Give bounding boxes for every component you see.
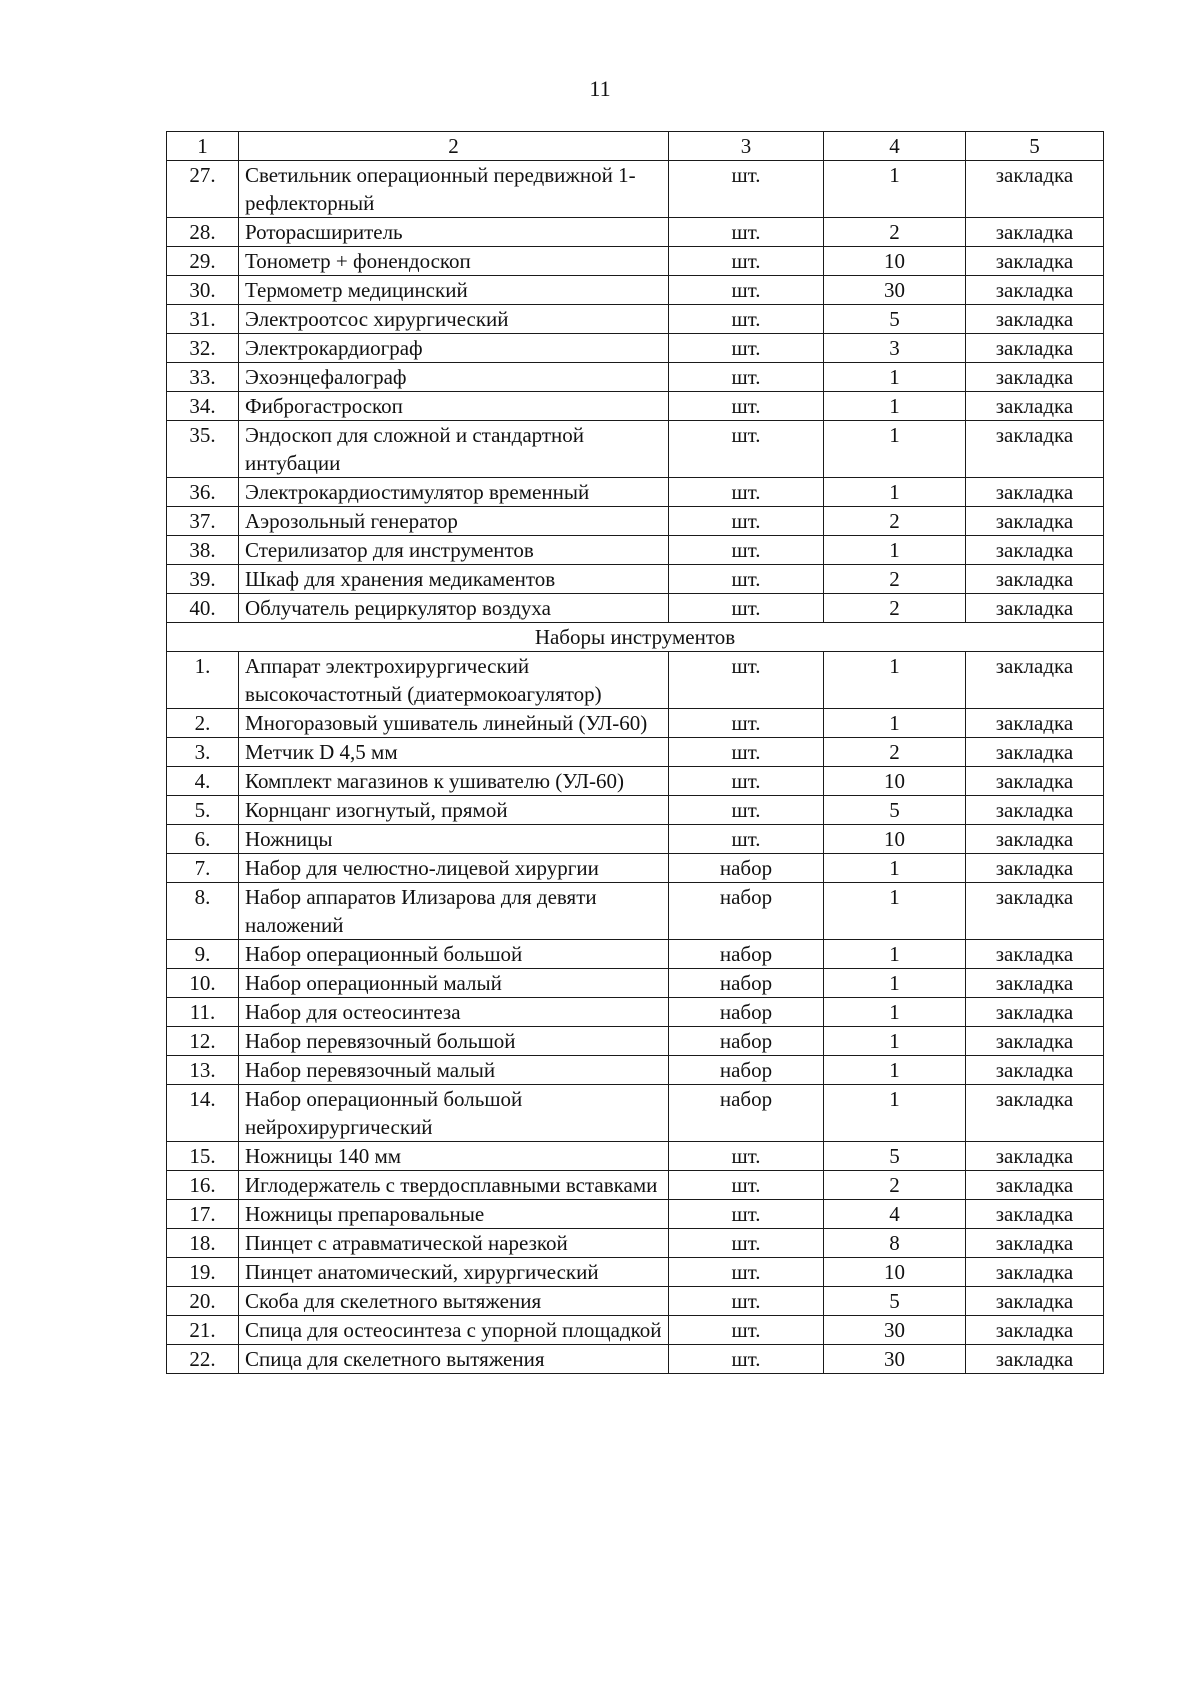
row-number: 13. [167,1056,239,1085]
item-name: Набор аппаратов Илизарова для девяти наложений [239,883,669,940]
row-number: 33. [167,363,239,392]
item-name: Светильник операционный передвижной 1-рефлекторный [239,161,669,218]
item-name: Набор перевязочный малый [239,1056,669,1085]
row-number: 14. [167,1085,239,1142]
item-quantity: 1 [824,161,966,218]
table-row [167,1345,1104,1374]
column-header: 2 [239,132,669,161]
row-number: 3. [167,738,239,767]
table-row [167,305,1104,334]
item-unit: набор [669,854,824,883]
column-header: 4 [824,132,966,161]
item-name: Термометр медицинский [239,276,669,305]
table-row [167,334,1104,363]
row-number: 21. [167,1316,239,1345]
section-title: Наборы инструментов [167,623,1104,652]
item-quantity: 2 [824,738,966,767]
table-row [167,1229,1104,1258]
item-unit: набор [669,969,824,998]
item-note: закладка [966,1258,1104,1287]
item-quantity: 2 [824,594,966,623]
row-number: 30. [167,276,239,305]
item-unit: набор [669,883,824,940]
item-quantity: 3 [824,334,966,363]
table-row [167,161,1104,218]
item-note: закладка [966,1085,1104,1142]
table-row [167,652,1104,709]
item-unit: шт. [669,1200,824,1229]
item-unit: шт. [669,478,824,507]
row-number: 1. [167,652,239,709]
item-name: Фиброгастроскоп [239,392,669,421]
item-quantity: 10 [824,767,966,796]
item-note: закладка [966,565,1104,594]
page-number: 11 [589,76,611,101]
table-row [167,507,1104,536]
table-row [167,392,1104,421]
item-name: Облучатель рециркулятор воздуха [239,594,669,623]
item-unit: шт. [669,1316,824,1345]
row-number: 36. [167,478,239,507]
item-quantity: 1 [824,652,966,709]
item-name: Аппарат электрохирургический высокочастотный (диатермокоагулятор) [239,652,669,709]
item-note: закладка [966,392,1104,421]
item-name: Электроотсос хирургический [239,305,669,334]
item-name: Электрокардиостимулятор временный [239,478,669,507]
item-quantity: 10 [824,825,966,854]
item-name: Многоразовый ушиватель линейный (УЛ-60) [239,709,669,738]
row-number: 18. [167,1229,239,1258]
item-unit: шт. [669,738,824,767]
item-note: закладка [966,998,1104,1027]
row-number: 16. [167,1171,239,1200]
table-row [167,247,1104,276]
item-note: закладка [966,1229,1104,1258]
table-row [167,854,1104,883]
table-row [167,536,1104,565]
item-quantity: 2 [824,507,966,536]
item-quantity: 1 [824,1056,966,1085]
item-unit: шт. [669,767,824,796]
row-number: 15. [167,1142,239,1171]
item-unit: шт. [669,1229,824,1258]
item-unit: шт. [669,305,824,334]
item-quantity: 1 [824,363,966,392]
item-quantity: 1 [824,709,966,738]
table-row [167,1258,1104,1287]
item-note: закладка [966,421,1104,478]
item-quantity: 5 [824,1142,966,1171]
item-quantity: 1 [824,392,966,421]
item-unit: шт. [669,247,824,276]
row-number: 6. [167,825,239,854]
row-number: 17. [167,1200,239,1229]
item-note: закладка [966,161,1104,218]
item-unit: шт. [669,709,824,738]
row-number: 12. [167,1027,239,1056]
item-quantity: 5 [824,305,966,334]
item-unit: шт. [669,1345,824,1374]
item-unit: шт. [669,594,824,623]
item-name: Набор операционный малый [239,969,669,998]
item-note: закладка [966,1316,1104,1345]
item-unit: шт. [669,825,824,854]
row-number: 31. [167,305,239,334]
row-number: 5. [167,796,239,825]
item-unit: шт. [669,1142,824,1171]
section-row [167,623,1104,652]
item-unit: шт. [669,796,824,825]
item-note: закладка [966,796,1104,825]
item-note: закладка [966,767,1104,796]
item-note: закладка [966,218,1104,247]
item-name: Шкаф для хранения медикаментов [239,565,669,594]
item-note: закладка [966,334,1104,363]
table-row [167,363,1104,392]
table-row [167,940,1104,969]
row-number: 27. [167,161,239,218]
item-note: закладка [966,594,1104,623]
table-row [167,1287,1104,1316]
item-quantity: 2 [824,218,966,247]
row-number: 4. [167,767,239,796]
item-quantity: 8 [824,1229,966,1258]
item-name: Электрокардиограф [239,334,669,363]
item-note: закладка [966,940,1104,969]
row-number: 40. [167,594,239,623]
item-quantity: 1 [824,854,966,883]
item-note: закладка [966,883,1104,940]
item-unit: набор [669,1085,824,1142]
table-row [167,1142,1104,1171]
item-note: закладка [966,1345,1104,1374]
table-row [167,1027,1104,1056]
item-quantity: 1 [824,1027,966,1056]
item-note: закладка [966,478,1104,507]
item-name: Набор операционный большой [239,940,669,969]
item-unit: шт. [669,276,824,305]
item-name: Пинцет анатомический, хирургический [239,1258,669,1287]
item-note: закладка [966,363,1104,392]
item-note: закладка [966,1287,1104,1316]
column-header: 3 [669,132,824,161]
row-number: 38. [167,536,239,565]
item-quantity: 5 [824,1287,966,1316]
table-row [167,565,1104,594]
item-name: Спица для остеосинтеза с упорной площадкой [239,1316,669,1345]
row-number: 10. [167,969,239,998]
table-row [167,998,1104,1027]
item-unit: шт. [669,536,824,565]
item-note: закладка [966,652,1104,709]
item-unit: шт. [669,652,824,709]
item-name: Иглодержатель с твердосплавными вставками [239,1171,669,1200]
item-quantity: 1 [824,1085,966,1142]
item-name: Пинцет с атравматической нарезкой [239,1229,669,1258]
item-name: Аэрозольный генератор [239,507,669,536]
item-quantity: 1 [824,969,966,998]
item-note: закладка [966,825,1104,854]
item-note: закладка [966,1142,1104,1171]
item-quantity: 4 [824,1200,966,1229]
table-row [167,218,1104,247]
table-row [167,709,1104,738]
item-unit: набор [669,998,824,1027]
table-row [167,825,1104,854]
row-number: 19. [167,1258,239,1287]
item-quantity: 1 [824,421,966,478]
item-name: Скоба для скелетного вытяжения [239,1287,669,1316]
row-number: 9. [167,940,239,969]
row-number: 7. [167,854,239,883]
table-row [167,738,1104,767]
table-row [167,1171,1104,1200]
item-quantity: 2 [824,565,966,594]
row-number: 34. [167,392,239,421]
item-name: Ножницы препаровальные [239,1200,669,1229]
column-header: 1 [167,132,239,161]
row-number: 22. [167,1345,239,1374]
item-unit: набор [669,1056,824,1085]
item-name: Ножницы 140 мм [239,1142,669,1171]
item-quantity: 1 [824,536,966,565]
item-name: Эндоскоп для сложной и стандартной интубации [239,421,669,478]
item-quantity: 1 [824,478,966,507]
item-quantity: 30 [824,1316,966,1345]
table-row [167,796,1104,825]
item-unit: набор [669,940,824,969]
item-note: закладка [966,247,1104,276]
item-quantity: 10 [824,1258,966,1287]
item-unit: шт. [669,363,824,392]
column-header: 5 [966,132,1104,161]
item-name: Стерилизатор для инструментов [239,536,669,565]
item-name: Спица для скелетного вытяжения [239,1345,669,1374]
row-number: 11. [167,998,239,1027]
item-name: Комплект магазинов к ушивателю (УЛ-60) [239,767,669,796]
item-unit: шт. [669,1258,824,1287]
row-number: 35. [167,421,239,478]
item-quantity: 2 [824,1171,966,1200]
table-row [167,276,1104,305]
item-quantity: 30 [824,1345,966,1374]
item-note: закладка [966,305,1104,334]
item-quantity: 1 [824,883,966,940]
row-number: 39. [167,565,239,594]
row-number: 2. [167,709,239,738]
table-row [167,1200,1104,1229]
table-row [167,883,1104,940]
item-note: закладка [966,1200,1104,1229]
item-unit: набор [669,1027,824,1056]
row-number: 8. [167,883,239,940]
table-row [167,478,1104,507]
table-row [167,1316,1104,1345]
item-name: Набор для остеосинтеза [239,998,669,1027]
item-note: закладка [966,276,1104,305]
row-number: 20. [167,1287,239,1316]
item-name: Корнцанг изогнутый, прямой [239,796,669,825]
item-name: Набор операционный большой нейрохирургический [239,1085,669,1142]
item-unit: шт. [669,334,824,363]
item-name: Набор перевязочный большой [239,1027,669,1056]
item-note: закладка [966,536,1104,565]
item-note: закладка [966,738,1104,767]
item-name: Эхоэнцефалограф [239,363,669,392]
item-note: закладка [966,1171,1104,1200]
item-note: закладка [966,854,1104,883]
item-note: закладка [966,507,1104,536]
table-row [167,1056,1104,1085]
row-number: 28. [167,218,239,247]
table-row [167,594,1104,623]
row-number: 29. [167,247,239,276]
table-header-row [167,132,1104,161]
item-unit: шт. [669,161,824,218]
item-note: закладка [966,1027,1104,1056]
item-name: Роторасширитель [239,218,669,247]
item-note: закладка [966,709,1104,738]
item-name: Метчик D 4,5 мм [239,738,669,767]
item-quantity: 30 [824,276,966,305]
item-name: Набор для челюстно-лицевой хирургии [239,854,669,883]
item-unit: шт. [669,421,824,478]
equipment-table [166,131,1104,1374]
table-row [167,767,1104,796]
item-name: Ножницы [239,825,669,854]
table-row [167,969,1104,998]
item-unit: шт. [669,565,824,594]
table-row [167,421,1104,478]
item-unit: шт. [669,218,824,247]
equipment-table-body [167,132,1104,1374]
item-unit: шт. [669,1171,824,1200]
item-quantity: 10 [824,247,966,276]
item-quantity: 5 [824,796,966,825]
item-name: Тонометр + фонендоскоп [239,247,669,276]
item-quantity: 1 [824,940,966,969]
item-note: закладка [966,969,1104,998]
row-number: 32. [167,334,239,363]
item-quantity: 1 [824,998,966,1027]
table-row [167,1085,1104,1142]
item-unit: шт. [669,392,824,421]
row-number: 37. [167,507,239,536]
item-unit: шт. [669,1287,824,1316]
item-unit: шт. [669,507,824,536]
item-note: закладка [966,1056,1104,1085]
